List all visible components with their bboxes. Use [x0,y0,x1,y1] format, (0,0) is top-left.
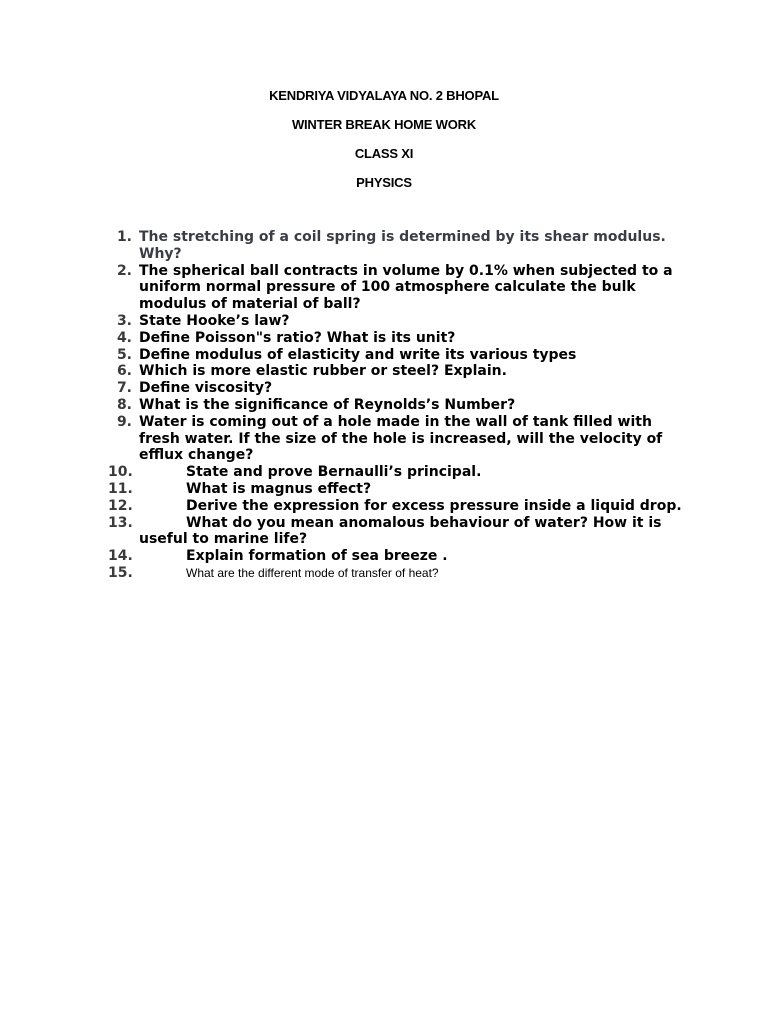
question-text: State and prove Bernaulli’s principal. [186,464,482,481]
question-item [108,481,688,498]
question-text: The spherical ball contracts in volume by 0.1% when subjected to a uniform normal pressure of 100 atmosphere calculate the bulk modulus of material of ball? [139,262,673,313]
question-text: Define Poisson"s ratio? What is its unit? [139,329,456,346]
class-label: CLASS XI [354,146,414,161]
question-number: 10. [108,464,133,481]
question-item [108,397,688,414]
question-text: Define modulus of elasticity and write its various types [139,346,577,363]
question-text: What is the significance of Reynolds’s Number? [139,396,516,413]
question-item [108,464,688,481]
question-text: What do you mean anomalous behaviour of water? How it is useful to marine life? [139,514,662,548]
question-item [108,229,688,263]
question-item [108,347,688,364]
document-header [0,86,768,202]
question-number: 9. [116,413,132,430]
question-number: 4. [116,329,132,346]
question-item [108,363,688,380]
question-number: 2. [116,262,132,279]
question-text: What is magnus effect? [186,480,372,497]
question-text: What are the different mode of transfer of heat? [186,565,439,580]
question-text: Define viscosity? [139,380,273,397]
question-item [108,498,688,515]
question-item [108,330,688,347]
question-item [108,565,688,582]
question-item [108,380,688,397]
question-item [108,263,688,313]
question-number: 1. [116,229,132,245]
question-number: 13. [108,514,133,531]
question-text: State Hooke’s law? [139,312,290,329]
question-number: 3. [116,312,132,329]
school-name: KENDRIYA VIDYALAYA NO. 2 BHOPAL [269,88,499,103]
question-item [108,414,688,464]
question-text: Which is more elastic rubber or steel? Explain. [139,363,507,380]
question-text: Explain formation of sea breeze . [186,548,448,565]
question-text: Derive the expression for excess pressure inside a liquid drop. [186,497,682,514]
question-number: 7. [116,380,132,397]
document-title: WINTER BREAK HOME WORK [291,117,477,132]
question-number: 6. [116,363,132,380]
question-item [108,313,688,330]
question-list [108,229,688,582]
question-text: Water is coming out of a hole made in the wall of tank filled with fresh water. If the size of the hole is increased, will the velocity of efflux change? [139,413,663,464]
question-item [108,515,688,549]
question-item [108,548,688,565]
question-number: 5. [116,346,132,363]
question-number: 14. [108,548,133,565]
question-number: 11. [108,480,133,497]
question-text: The stretching of a coil spring is determined by its shear modulus. Why? [139,229,666,262]
question-number: 15. [108,564,133,581]
question-number: 12. [108,497,133,514]
question-number: 8. [116,396,132,413]
subject-label: PHYSICS [356,175,412,190]
